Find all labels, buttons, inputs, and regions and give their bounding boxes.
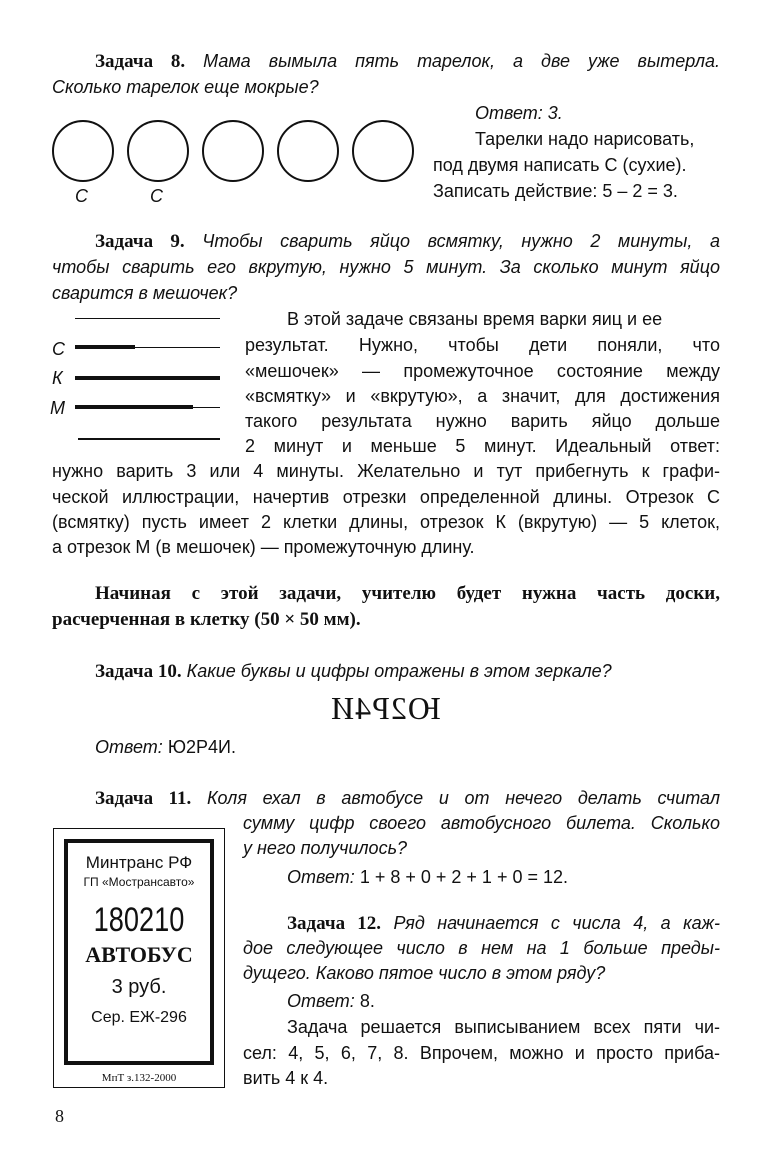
circle-label: С [75,186,88,206]
task10-title: Задача 10. [95,661,182,682]
task10-line: Задача 10. Какие буквы и цифры отражены в этом зеркале? [95,661,612,682]
task11-answer: Ответ: 1 + 8 + 0 + 2 + 1 + 0 = 12. [287,867,568,887]
task9-line-2: чтобы сварить его вкрутую, нужно 5 минут. За сколько минут яйцо [52,257,720,277]
bus-ticket [53,828,225,1088]
task9-line-3: сварится в мешочек? [52,283,238,303]
task9-text: такого результата нужно варить яйцо дольше [245,411,720,431]
page-number: 8 [55,1106,64,1126]
ticket-series: Сер. ЕЖ-296 [91,1009,187,1026]
diagram-label-k: К [52,368,63,388]
task12-line-2: дое следующее число в нем на 1 больше преды- [243,938,720,958]
task9-text: В этой задаче связаны время варки яиц и ее [287,309,663,329]
segment-m [75,405,193,409]
plate-circle [127,120,189,182]
task11-title: Задача 11. [95,788,192,809]
task8-answer: Ответ: 3. [475,103,563,123]
diagram-label-c: С [52,339,65,359]
task9-text: «всмятку» и «вкрутую», а значит, для достижения [245,386,720,406]
mirrored-text: Ю2Р4И [330,690,441,726]
ticket-company: ГП «Мострансавто» [83,875,195,889]
ticket-org: Минтранс РФ [85,853,193,872]
task10-answer: Ответ: Ю2Р4И. [95,737,236,757]
plate-circle [202,120,264,182]
task9-text: а отрезок М (в мешочек) — промежуточную длину. [52,537,475,557]
ticket-type: АВТОБУС [85,942,193,967]
teacher-note: Начиная с этой задачи, учителю будет нужна часть доски, [95,583,720,604]
task8-answer-text: под двумя написать С (сухие). [433,155,687,175]
task12-line-3: дущего. Каково пятое число в этом ряду? [243,963,606,983]
diagram-line [75,318,220,319]
plate-circle [352,120,414,182]
task9-text: (всмятку) пусть имеет 2 клетки длины, отрезок К (вкрутую) — 5 клеток, [52,512,720,532]
segment-k [75,376,220,380]
ticket-price: 3 руб. [111,976,167,998]
task11-line-2: сумму цифр своего автобусного билета. Сколько [243,813,720,833]
task9-text: 2 минут и меньше 5 минут. Идеальный ответ: [245,436,720,456]
plate-circle [277,120,339,182]
ticket-frame [64,839,214,1065]
task12-title: Задача 12. [287,913,382,934]
task11-line-1: Задача 11. Коля ехал в автобусе и от нечего делать считал [95,788,720,809]
task11-line-3: у него получилось? [243,838,408,858]
plate-circle [52,120,114,182]
task12-text: сел: 4, 5, 6, 7, 8. Впрочем, можно и просто приба- [243,1043,720,1063]
task8-answer-text: Записать действие: 5 – 2 = 3. [433,181,678,201]
circle-label: С [150,186,163,206]
teacher-note: расчерченная в клетку (50 × 50 мм). [52,609,361,630]
diagram-line [78,438,220,440]
diagram-label-m: М [50,398,65,418]
segment-c [75,345,135,349]
task9-text: «мешочек» — промежуточное состояние между [245,361,720,381]
task8-answer-text: Тарелки надо нарисовать, [475,129,695,149]
task12-line-1: Задача 12. Ряд начинается с числа 4, а каж- [287,913,720,934]
ticket-number: 180210 [93,901,185,939]
task12-text: вить 4 к 4. [243,1068,329,1088]
task9-text: нужно варить 3 или 4 минуты. Желательно и тут прибегнуть к графи- [52,461,720,481]
task8-line-2: Сколько тарелок еще мокрые? [52,77,319,97]
task8-line-1: Задача 8. Мама вымыла пять тарелок, а две уже вытерла. [95,51,720,72]
task12-text: Задача решается выписыванием всех пяти чи- [287,1017,720,1037]
ticket-footer: МпТ з.132-2000 [101,1072,177,1084]
task8-title: Задача 8. [95,51,186,72]
task9-text: результат. Нужно, чтобы дети поняли, что [245,335,720,355]
task12-answer: Ответ: 8. [287,991,375,1011]
task9-line-1: Задача 9. Чтобы сварить яйцо всмятку, нужно 2 минуты, а [95,231,720,252]
task9-title: Задача 9. [95,231,185,252]
task9-text: ческой иллюстрации, начертив отрезки определенной длины. Отрезок С [52,487,720,507]
